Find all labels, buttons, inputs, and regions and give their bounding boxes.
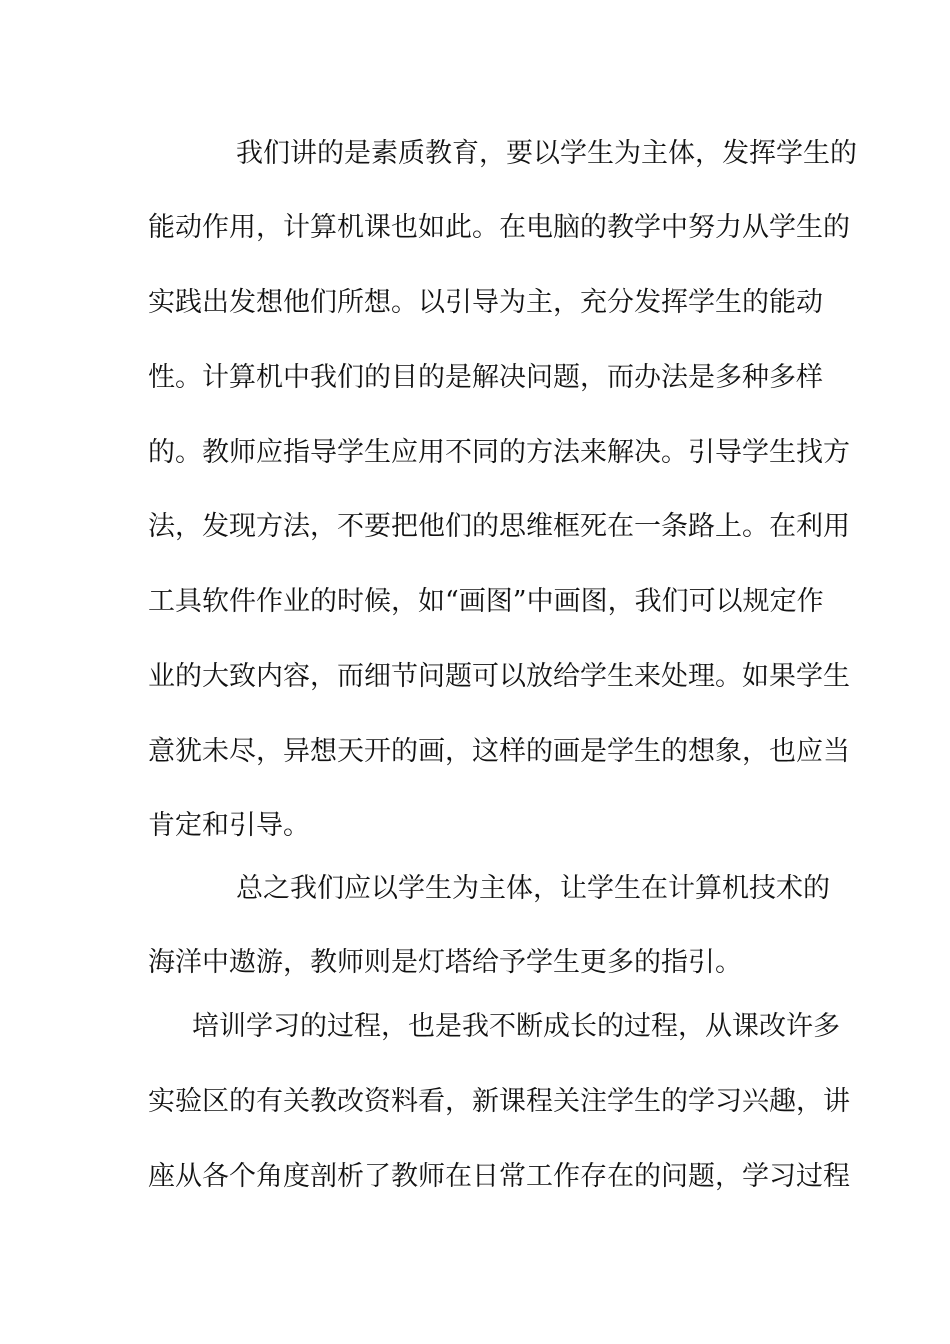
paragraph-2-line-2: 海洋中遨游，教师则是灯塔给予学生更多的指引。 xyxy=(148,947,742,978)
paragraph-3-line-3: 座从各个角度剖析了教师在日常工作存在的问题，学习过程 xyxy=(148,1161,850,1192)
paragraph-1-line-5: 的。教师应指导学生应用不同的方法来解决。引导学生找方 xyxy=(148,437,850,468)
paragraph-1-line-4: 性。计算机中我们的目的是解决问题，而办法是多种多样 xyxy=(148,362,823,393)
paragraph-3-line-1: 培训学习的过程，也是我不断成长的过程，从课改许多 xyxy=(192,1011,840,1042)
paragraph-1-line-7: 工具软件作业的时候，如“画图”中画图，我们可以规定作 xyxy=(148,586,824,617)
paragraph-1-line-10: 肯定和引导。 xyxy=(148,810,310,841)
paragraph-2-line-1: 总之我们应以学生为主体，让学生在计算机技术的 xyxy=(236,873,830,904)
paragraph-3-line-2: 实验区的有关教改资料看，新课程关注学生的学习兴趣，讲 xyxy=(148,1086,850,1117)
paragraph-1-line-6: 法，发现方法，不要把他们的思维框死在一条路上。在利用 xyxy=(148,511,850,542)
paragraph-1-line-3: 实践出发想他们所想。以引导为主，充分发挥学生的能动 xyxy=(148,287,823,318)
paragraph-1-line-2: 能动作用，计算机课也如此。在电脑的教学中努力从学生的 xyxy=(148,212,850,243)
paragraph-1-line-1: 我们讲的是素质教育，要以学生为主体，发挥学生的 xyxy=(236,138,857,169)
paragraph-1-line-8: 业的大致内容，而细节问题可以放给学生来处理。如果学生 xyxy=(148,661,850,692)
paragraph-1-line-9: 意犹未尽，异想天开的画，这样的画是学生的想象，也应当 xyxy=(148,736,850,767)
